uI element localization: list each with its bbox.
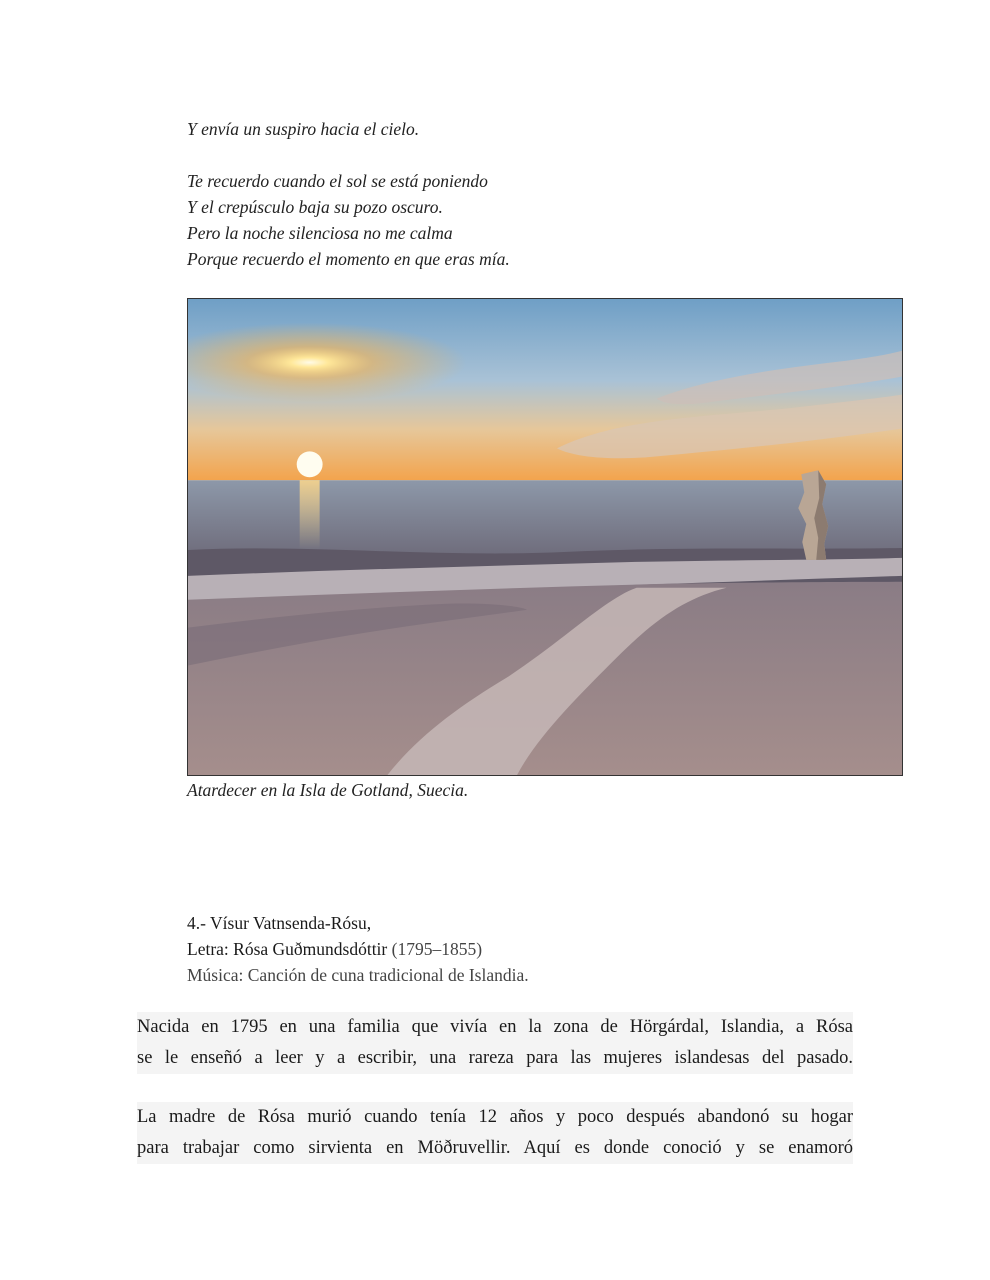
body-paragraph [137,1102,853,1164]
song-music-credit: Música: Canción de cuna tradicional de Islandia. [187,965,529,985]
verse-line: Y el crepúsculo baja su pozo oscuro. [187,197,443,217]
song-title: 4.- Vísur Vatnsenda-Rósu, [187,913,372,933]
song-lyrics-author: Letra: Rósa Guðmundsdóttir [187,939,388,959]
paragraph-line: se le enseñó a leer y a escribir, una rareza para las mujeres islandesas del pasado. [137,1043,853,1074]
paragraph-line: para trabajar como sirvienta en Möðruvellir. Aquí es donde conoció y se enamoró [137,1133,853,1164]
sunset-photo [187,298,903,776]
song-lyrics-credit [187,936,529,962]
paragraph-line: Nacida en 1795 en una familia que vivía en la zona de Hörgárdal, Islandia, a Rósa [137,1012,853,1043]
verse-line: Te recuerdo cuando el sol se está poniendo [187,171,488,191]
figure-caption: Atardecer en la Isla de Gotland, Suecia. [187,780,469,800]
verse-line: Pero la noche silenciosa no me calma [187,223,453,243]
verse-line: Y envía un suspiro hacia el cielo. [187,119,420,139]
verse-stanza [187,168,510,272]
verse-line: Porque recuerdo el momento en que eras mía. [187,249,510,269]
body-paragraph [137,1012,853,1074]
verse-closing-line [187,116,419,142]
song-lyrics-years: (1795–1855) [391,939,483,959]
song-entry [187,910,529,988]
paragraph-line: La madre de Rósa murió cuando tenía 12 años y poco después abandonó su hogar [137,1102,853,1133]
sunset-photo-illustration [188,299,902,775]
